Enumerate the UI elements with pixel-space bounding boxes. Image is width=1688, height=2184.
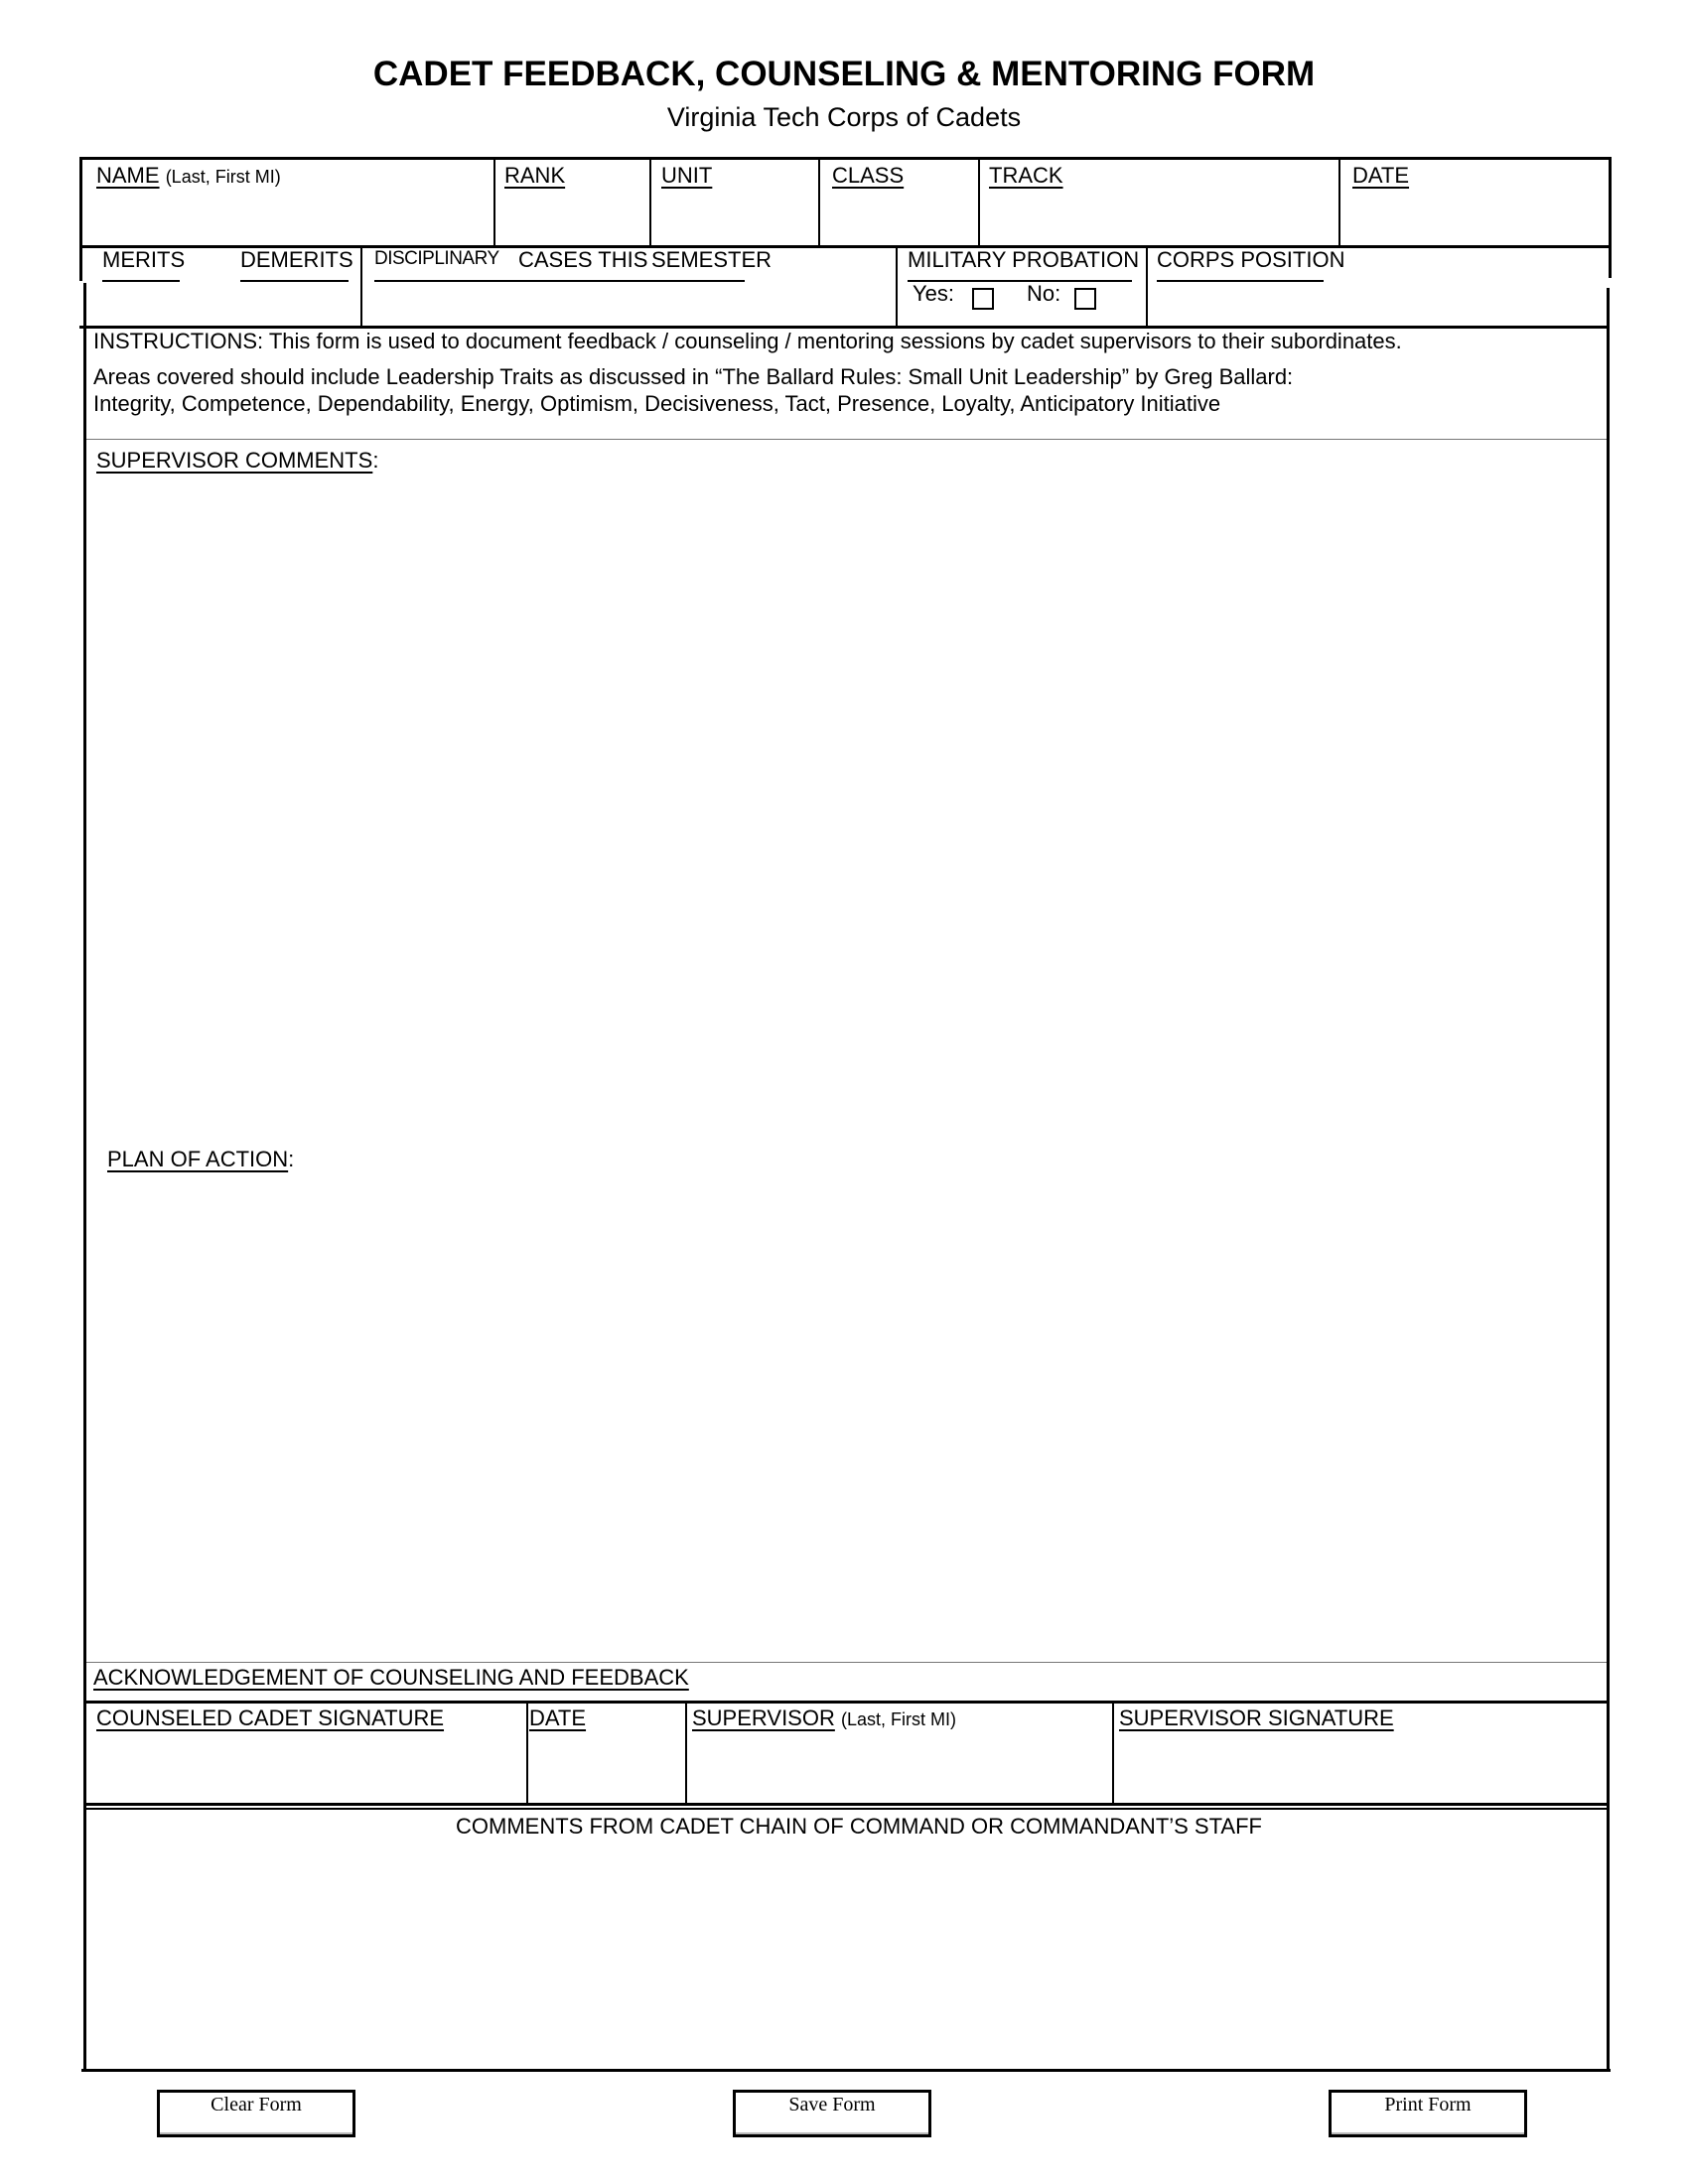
track-field-label: TRACK [989, 163, 1063, 188]
divider-class-track [978, 157, 980, 246]
chain-comments-heading: COMMENTS FROM CADET CHAIN OF COMMAND OR COMMANDANT’S STAFF [456, 1814, 1262, 1839]
date-input[interactable] [1343, 194, 1604, 241]
semester-label: SEMESTER [651, 247, 773, 272]
corps-position-underline [1157, 280, 1324, 282]
class-field-label: CLASS [832, 163, 905, 188]
supervisor-comments-label: SUPERVISOR COMMENTS: [96, 448, 379, 473]
ack-row-line [83, 1701, 1609, 1704]
frame-left [83, 283, 86, 2070]
disciplinary-underline [374, 280, 745, 282]
unit-input[interactable] [655, 194, 814, 241]
rank-field-label: RANK [504, 163, 566, 188]
plan-of-action-textarea[interactable] [89, 1177, 1603, 1654]
divider-name-rank [493, 157, 495, 246]
merits-label: MERITS [102, 247, 186, 272]
corps-position-input[interactable] [1152, 286, 1604, 324]
frame-right-top [1609, 157, 1612, 278]
cadet-signature-label: COUNSELED CADET SIGNATURE [96, 1706, 445, 1730]
date-field-label: DATE [1352, 163, 1410, 188]
ack-bottom-line-2 [83, 1808, 1609, 1810]
ack-date-label: DATE [529, 1706, 587, 1730]
probation-no-label: No: [1027, 281, 1061, 306]
clear-form-button[interactable]: Clear Form [157, 2090, 355, 2137]
probation-no-checkbox[interactable] [1074, 288, 1096, 310]
divider-supervisor-sig [1112, 1702, 1114, 1803]
plan-of-action-label: PLAN OF ACTION: [107, 1147, 295, 1171]
supervisor-name-input[interactable] [690, 1737, 1107, 1799]
probation-yes-checkbox[interactable] [972, 288, 994, 310]
supervisor-name-label: SUPERVISOR (Last, First MI) [692, 1706, 956, 1730]
demerits-label: DEMERITS [240, 247, 353, 272]
chain-comments-textarea[interactable] [89, 1846, 1603, 2065]
merits-underline [102, 280, 180, 282]
unit-field-label: UNIT [661, 163, 713, 188]
disciplinary-cases-input[interactable] [365, 286, 892, 324]
ack-bottom-line-1 [83, 1803, 1609, 1806]
frame-top [79, 157, 1609, 160]
name-field-label: NAME (Last, First MI) [96, 163, 281, 188]
frame-bottom [81, 2069, 1611, 2072]
divider-probation-position [1146, 246, 1148, 327]
disciplinary-label: DISCIPLINARY [374, 248, 499, 269]
class-input[interactable] [824, 194, 973, 241]
ack-top-line [83, 1662, 1607, 1663]
instructions-line-3: Integrity, Competence, Dependability, Energy, Optimism, Decisiveness, Tact, Presence, Loyalty, Anticipatory Initiative [93, 391, 1221, 416]
rank-input[interactable] [498, 194, 645, 241]
frame-left-top [79, 157, 82, 281]
instructions-bottom-line [83, 439, 1607, 440]
military-probation-label: MILITARY PROBATION [908, 247, 1140, 272]
save-form-button[interactable]: Save Form [733, 2090, 931, 2137]
demerits-input[interactable] [228, 286, 357, 324]
supervisor-signature-label: SUPERVISOR SIGNATURE [1119, 1706, 1394, 1730]
divider-demerits-disciplinary [360, 246, 362, 327]
supervisor-signature-field[interactable] [1117, 1737, 1604, 1799]
instructions-line-2: Areas covered should include Leadership Traits as discussed in “The Ballard Rules: Small Unit Leadership” by Greg Ballard: [93, 364, 1294, 389]
acknowledgement-heading: ACKNOWLEDGEMENT OF COUNSELING AND FEEDBACK [93, 1665, 689, 1690]
supervisor-comments-textarea[interactable] [89, 478, 1603, 1144]
divider-track-date [1338, 157, 1340, 246]
track-input[interactable] [983, 194, 1335, 241]
divider-sig-date [526, 1702, 528, 1803]
merits-input[interactable] [87, 286, 214, 324]
print-form-button[interactable]: Print Form [1329, 2090, 1527, 2137]
divider-disciplinary-probation [896, 246, 898, 327]
cases-this-label: CASES THIS [518, 247, 648, 272]
cadet-signature-field[interactable] [89, 1737, 522, 1799]
ack-date-input[interactable] [531, 1737, 680, 1799]
demerits-underline [240, 280, 349, 282]
corps-position-label: CORPS POSITION [1157, 247, 1345, 272]
form-subtitle: Virginia Tech Corps of Cadets [666, 102, 1022, 132]
probation-yes-label: Yes: [913, 281, 955, 306]
frame-right [1607, 288, 1610, 2071]
instructions-line-1: INSTRUCTIONS: This form is used to document feedback / counseling / mentoring sessions by cadet supervisors to their subordinates. [93, 329, 1402, 353]
name-input[interactable] [85, 194, 491, 241]
divider-unit-class [818, 157, 820, 246]
divider-date-supervisor [685, 1702, 687, 1803]
divider-rank-unit [649, 157, 651, 246]
form-title: CADET FEEDBACK, COUNSELING & MENTORING FORM [372, 55, 1316, 93]
